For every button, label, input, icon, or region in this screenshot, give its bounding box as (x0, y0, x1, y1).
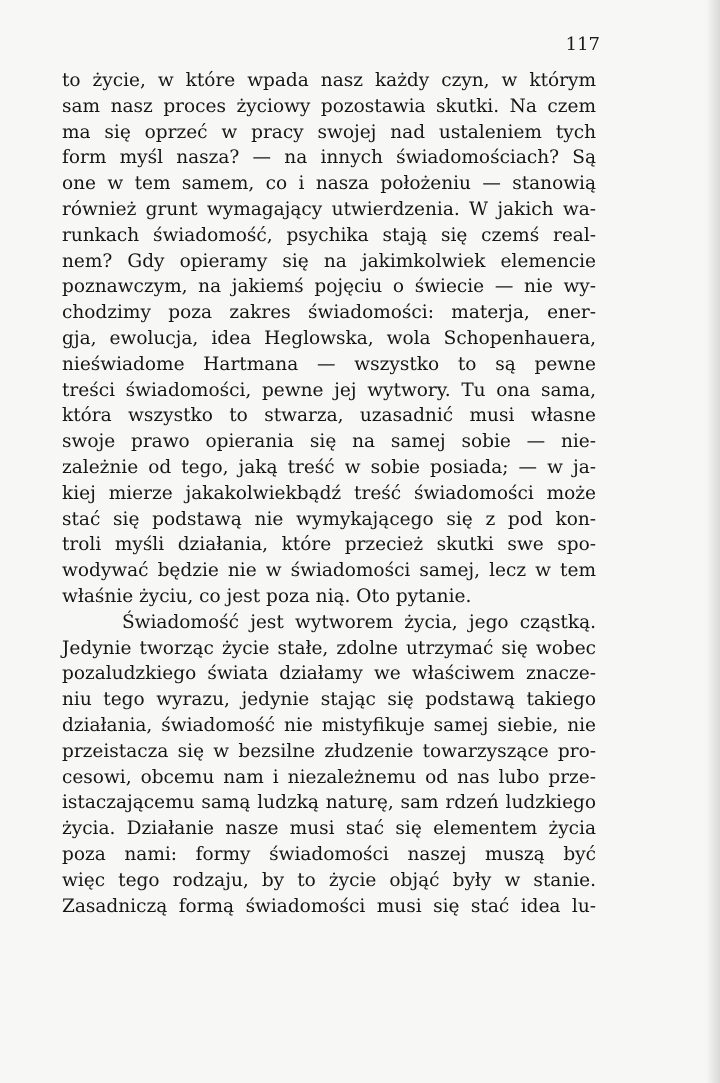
text-line: przeistacza się w bezsilne złudzenie towarzyszące pro- (62, 740, 596, 762)
text-line: chodzimy poza zakres świadomości: materja, ener- (62, 302, 596, 324)
text-line: runkach świadomość, psychika stają się czemś real- (62, 224, 596, 246)
text-line: zależnie od tego, jaką treść w sobie posiada; — w ja- (62, 456, 596, 478)
text-line: niu tego wyrazu, jedynie stając się podstawą takiego (62, 689, 596, 711)
paragraph-end-line: właśnie życiu, co jest poza nią. Oto pytanie. (62, 585, 472, 607)
text-line: one w tem samem, co i nasza położeniu — stanowią (62, 173, 596, 195)
text-line: sam nasz proces życiowy pozostawia skutki. Na czem (62, 95, 596, 117)
paragraph-start-line: Świadomość jest wytworem życia, jego cząstką. (122, 611, 596, 633)
body-text (62, 68, 596, 919)
text-line: gja, ewolucja, idea Heglowska, wola Schopenhauera, (62, 327, 596, 349)
text-line: więc tego rodzaju, by to życie objąć były w stanie. (62, 869, 596, 891)
text-line: troli myśli działania, które przecież skutki swe spo- (62, 534, 596, 556)
text-line: Zasadniczą formą świadomości musi się stać idea lu- (62, 895, 596, 917)
text-line: nieświadome Hartmana — wszystko to są pewne (62, 353, 596, 375)
text-line: która wszystko to stwarza, uzasadnić musi własne (62, 405, 596, 427)
page-number: 117 (565, 34, 600, 55)
text-line: nem? Gdy opieramy się na jakimkolwiek elemencie (62, 250, 596, 272)
text-line: kiej mierze jakakolwiekbądź treść świadomości może (62, 482, 596, 504)
text-line: stać się podstawą nie wymykającego się z pod kon- (62, 508, 596, 530)
text-line: treści świadomości, pewne jej wytwory. Tu ona sama, (62, 379, 596, 401)
text-line: pozaludzkiego świata działamy we właściwem znacze- (62, 663, 596, 685)
text-line: swoje prawo opierania się na samej sobie — nie- (62, 431, 596, 453)
text-line: działania, świadomość nie mistyfikuje samej siebie, nie (62, 714, 596, 736)
text-line: poznawczym, na jakiemś pojęciu o świecie — nie wy- (62, 276, 596, 298)
text-line: cesowi, obcemu nam i niezależnemu od nas lubo prze- (62, 766, 596, 788)
text-line: ma się oprzeć w pracy swojej nad ustaleniem tych (62, 121, 596, 143)
text-line: poza nami: formy świadomości naszej muszą być (62, 843, 596, 865)
text-line: życia. Działanie nasze musi stać się elementem życia (62, 818, 596, 840)
text-line: form myśl nasza? — na innych świadomościach? Są (62, 147, 596, 169)
text-line: również grunt wymagający utwierdzenia. W jakich wa- (62, 198, 596, 220)
text-line: Jedynie tworząc życie stałe, zdolne utrzymać się wobec (62, 637, 596, 659)
text-line: istaczającemu samą ludzką naturę, sam rdzeń ludzkiego (62, 792, 596, 814)
text-line: wodywać będzie nie w świadomości samej, lecz w tem (62, 560, 596, 582)
page-edge-shadow (706, 0, 720, 1083)
text-line: to życie, w które wpada nasz każdy czyn, w którym (62, 70, 596, 91)
